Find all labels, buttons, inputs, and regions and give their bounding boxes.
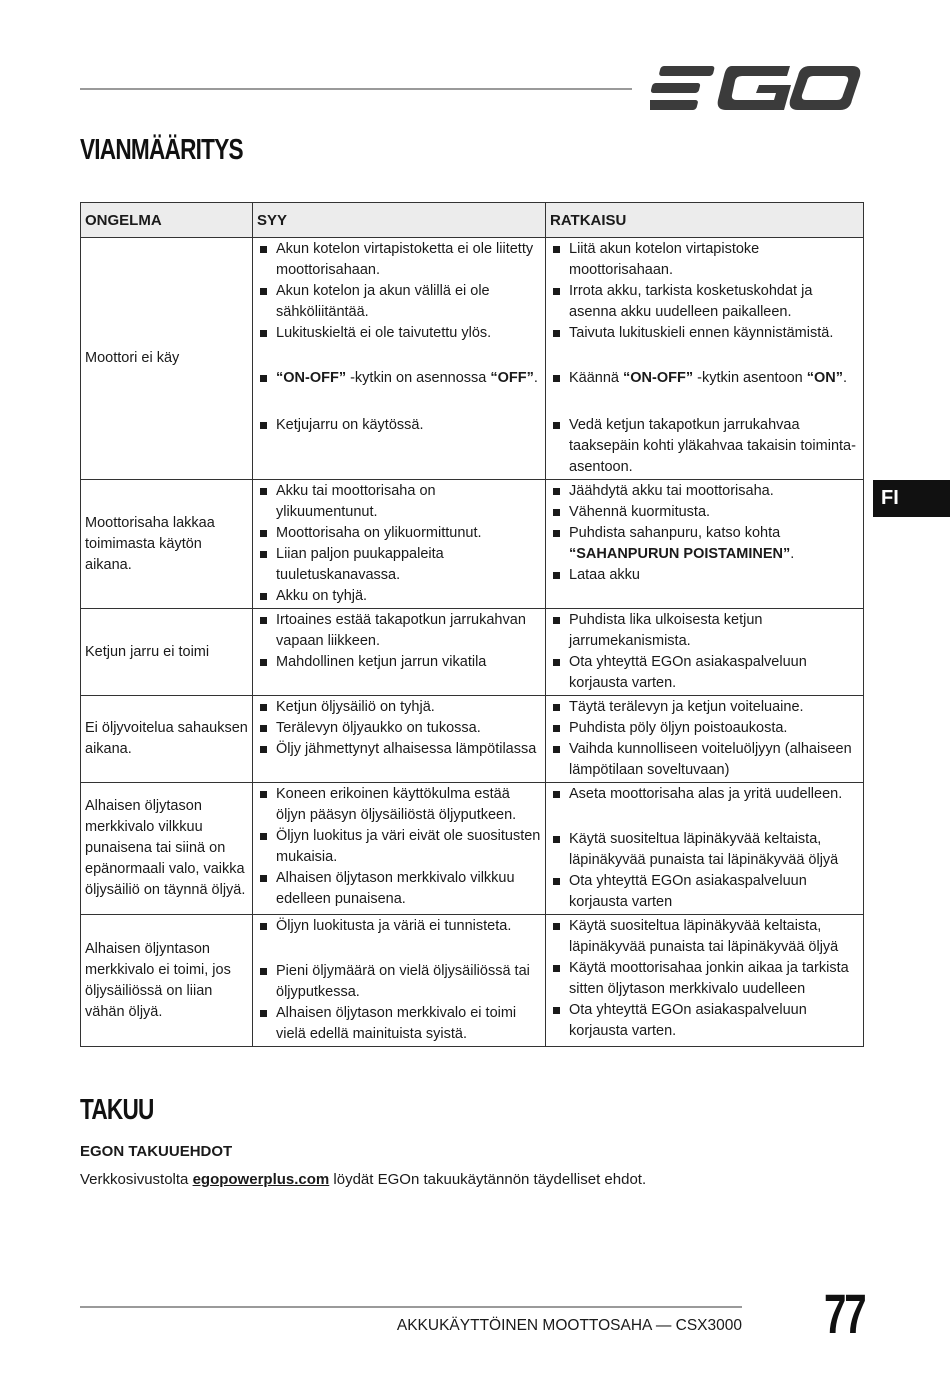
page-number: 77 xyxy=(824,1282,865,1345)
column-header-problem: ONGELMA xyxy=(81,203,253,238)
list-item: Vedä ketjun takapotkun jarrukahvaa taaksepäin kohti yläkahvaa takaisin toiminta-asentoon. xyxy=(550,415,859,478)
table-row xyxy=(81,696,864,783)
column-header-solution: RATKAISU xyxy=(546,203,864,238)
list-item: Käännä “ON-OFF” -kytkin asentoon “ON”. xyxy=(550,368,859,389)
list-item: Puhdista lika ulkoisesta ketjun jarrumekanismista. xyxy=(550,610,859,652)
list-item: Käytä suositeltua läpinäkyvää keltaista, läpinäkyvää punaista tai läpinäkyvää öljyä xyxy=(550,916,859,958)
cause-cell xyxy=(253,480,546,609)
list-item: Liitä akun kotelon virtapistoke moottorisahaan. xyxy=(550,239,859,281)
list-item: Akku tai moottorisaha on ylikuumentunut. xyxy=(257,481,541,523)
list-item: Ota yhteyttä EGOn asiakaspalveluun korjausta varten. xyxy=(550,1000,859,1042)
solution-cell xyxy=(546,696,864,783)
list-item: Puhdista sahanpuru, katso kohta “SAHANPURUN POISTAMINEN”. xyxy=(550,523,859,565)
list-item: Pieni öljymäärä on vielä öljysäiliössä tai öljyputkessa. xyxy=(257,961,541,1003)
ego-logo xyxy=(650,62,862,114)
list-item: Ketjujarru on käytössä. xyxy=(257,415,541,436)
list-item: Terälevyn öljyaukko on tukossa. xyxy=(257,718,541,739)
footer-title: AKKUKÄYTTÖINEN MOOTTOSAHA — CSX3000 xyxy=(396,1317,742,1334)
list-item: Moottorisaha on ylikuormittunut. xyxy=(257,523,541,544)
list-item: Öljyn luokitus ja väri eivät ole suositusten mukaisia. xyxy=(257,826,541,868)
table-row xyxy=(81,915,864,1047)
troubleshooting-table xyxy=(80,202,864,1047)
table-row xyxy=(81,238,864,480)
table-header-row xyxy=(81,203,864,238)
list-item: Käytä suositeltua läpinäkyvää keltaista, läpinäkyvää punaista tai läpinäkyvää öljyä xyxy=(550,829,859,871)
list-item: Lataa akku xyxy=(550,565,859,586)
list-item: Lukituskieltä ei ole taivutettu ylös. xyxy=(257,323,541,344)
solution-cell xyxy=(546,915,864,1047)
list-item: Öljy jähmettynyt alhaisessa lämpötilassa xyxy=(257,739,541,760)
list-item: Alhaisen öljytason merkkivalo ei toimi vielä edellä mainituista syistä. xyxy=(257,1003,541,1045)
problem-cell: Moottori ei käy xyxy=(81,238,253,480)
list-item: Alhaisen öljytason merkkivalo vilkkuu edelleen punaisena. xyxy=(257,868,541,910)
section-title-warranty: TAKUU xyxy=(80,1094,154,1126)
language-tab-fi: FI xyxy=(873,480,950,517)
warranty-subheading: EGON TAKUUEHDOT xyxy=(80,1143,233,1160)
section-title-troubleshooting: VIANMÄÄRITYS xyxy=(80,134,243,166)
list-item: Liian paljon puukappaleita tuuletuskanavassa. xyxy=(257,544,541,586)
cause-cell xyxy=(253,609,546,696)
list-item: Mahdollinen ketjun jarrun vikatila xyxy=(257,652,541,673)
cause-cell xyxy=(253,238,546,480)
header-rule xyxy=(80,88,632,90)
list-item: Ketjun öljysäiliö on tyhjä. xyxy=(257,697,541,718)
cause-cell xyxy=(253,696,546,783)
list-item: Vähennä kuormitusta. xyxy=(550,502,859,523)
solution-cell xyxy=(546,480,864,609)
list-item: Jäähdytä akku tai moottorisaha. xyxy=(550,481,859,502)
cause-cell xyxy=(253,915,546,1047)
footer-rule xyxy=(80,1306,742,1308)
list-item: Käytä moottorisahaa jonkin aikaa ja tarkista sitten öljytason merkkivalo uudelleen xyxy=(550,958,859,1000)
list-item: Taivuta lukituskieli ennen käynnistämistä. xyxy=(550,323,859,344)
list-item: Vaihda kunnolliseen voiteluöljyyn (alhaiseen lämpötilaan soveltuvaan) xyxy=(550,739,859,781)
list-item: Puhdista pöly öljyn poistoaukosta. xyxy=(550,718,859,739)
warranty-link[interactable]: egopowerplus.com xyxy=(192,1171,330,1188)
list-item: Öljyn luokitusta ja väriä ei tunnisteta. xyxy=(257,916,541,937)
list-item: Ota yhteyttä EGOn asiakaspalveluun korjausta varten xyxy=(550,871,859,913)
table-row xyxy=(81,480,864,609)
list-item: Akun kotelon ja akun välillä ei ole sähköliitäntää. xyxy=(257,281,541,323)
list-item: Ota yhteyttä EGOn asiakaspalveluun korjausta varten. xyxy=(550,652,859,694)
list-item: Irrota akku, tarkista kosketuskohdat ja asenna akku uudelleen paikalleen. xyxy=(550,281,859,323)
problem-cell: Ketjun jarru ei toimi xyxy=(81,609,253,696)
list-item: Irtoaines estää takapotkun jarrukahvan vapaan liikkeen. xyxy=(257,610,541,652)
list-item: Täytä terälevyn ja ketjun voiteluaine. xyxy=(550,697,859,718)
warranty-text: Verkkosivustolta egopowerplus.com löydät EGOn takuukäytännön täydelliset ehdot. xyxy=(80,1171,647,1188)
solution-cell xyxy=(546,783,864,915)
column-header-cause: SYY xyxy=(253,203,546,238)
table-row xyxy=(81,783,864,915)
problem-cell: Ei öljyvoitelua sahauksen aikana. xyxy=(81,696,253,783)
list-item: “ON-OFF” -kytkin on asennossa “OFF”. xyxy=(257,368,541,389)
problem-cell: Alhaisen öljyntason merkkivalo ei toimi, jos öljysäiliössä on liian vähän öljyä. xyxy=(81,915,253,1047)
problem-cell: Alhaisen öljytason merkkivalo vilkkuu punaisena tai siinä on epänormaali valo, vaikka öljysäiliö on täynnä öljyä. xyxy=(81,783,253,915)
list-item: Koneen erikoinen käyttökulma estää öljyn pääsyn öljysäiliöstä öljyputkeen. xyxy=(257,784,541,826)
list-item: Akku on tyhjä. xyxy=(257,586,541,607)
solution-cell xyxy=(546,238,864,480)
solution-cell xyxy=(546,609,864,696)
list-item: Aseta moottorisaha alas ja yritä uudelleen. xyxy=(550,784,859,805)
problem-cell: Moottorisaha lakkaa toimimasta käytön aikana. xyxy=(81,480,253,609)
list-item: Akun kotelon virtapistoketta ei ole liitetty moottorisahaan. xyxy=(257,239,541,281)
table-row xyxy=(81,609,864,696)
cause-cell xyxy=(253,783,546,915)
